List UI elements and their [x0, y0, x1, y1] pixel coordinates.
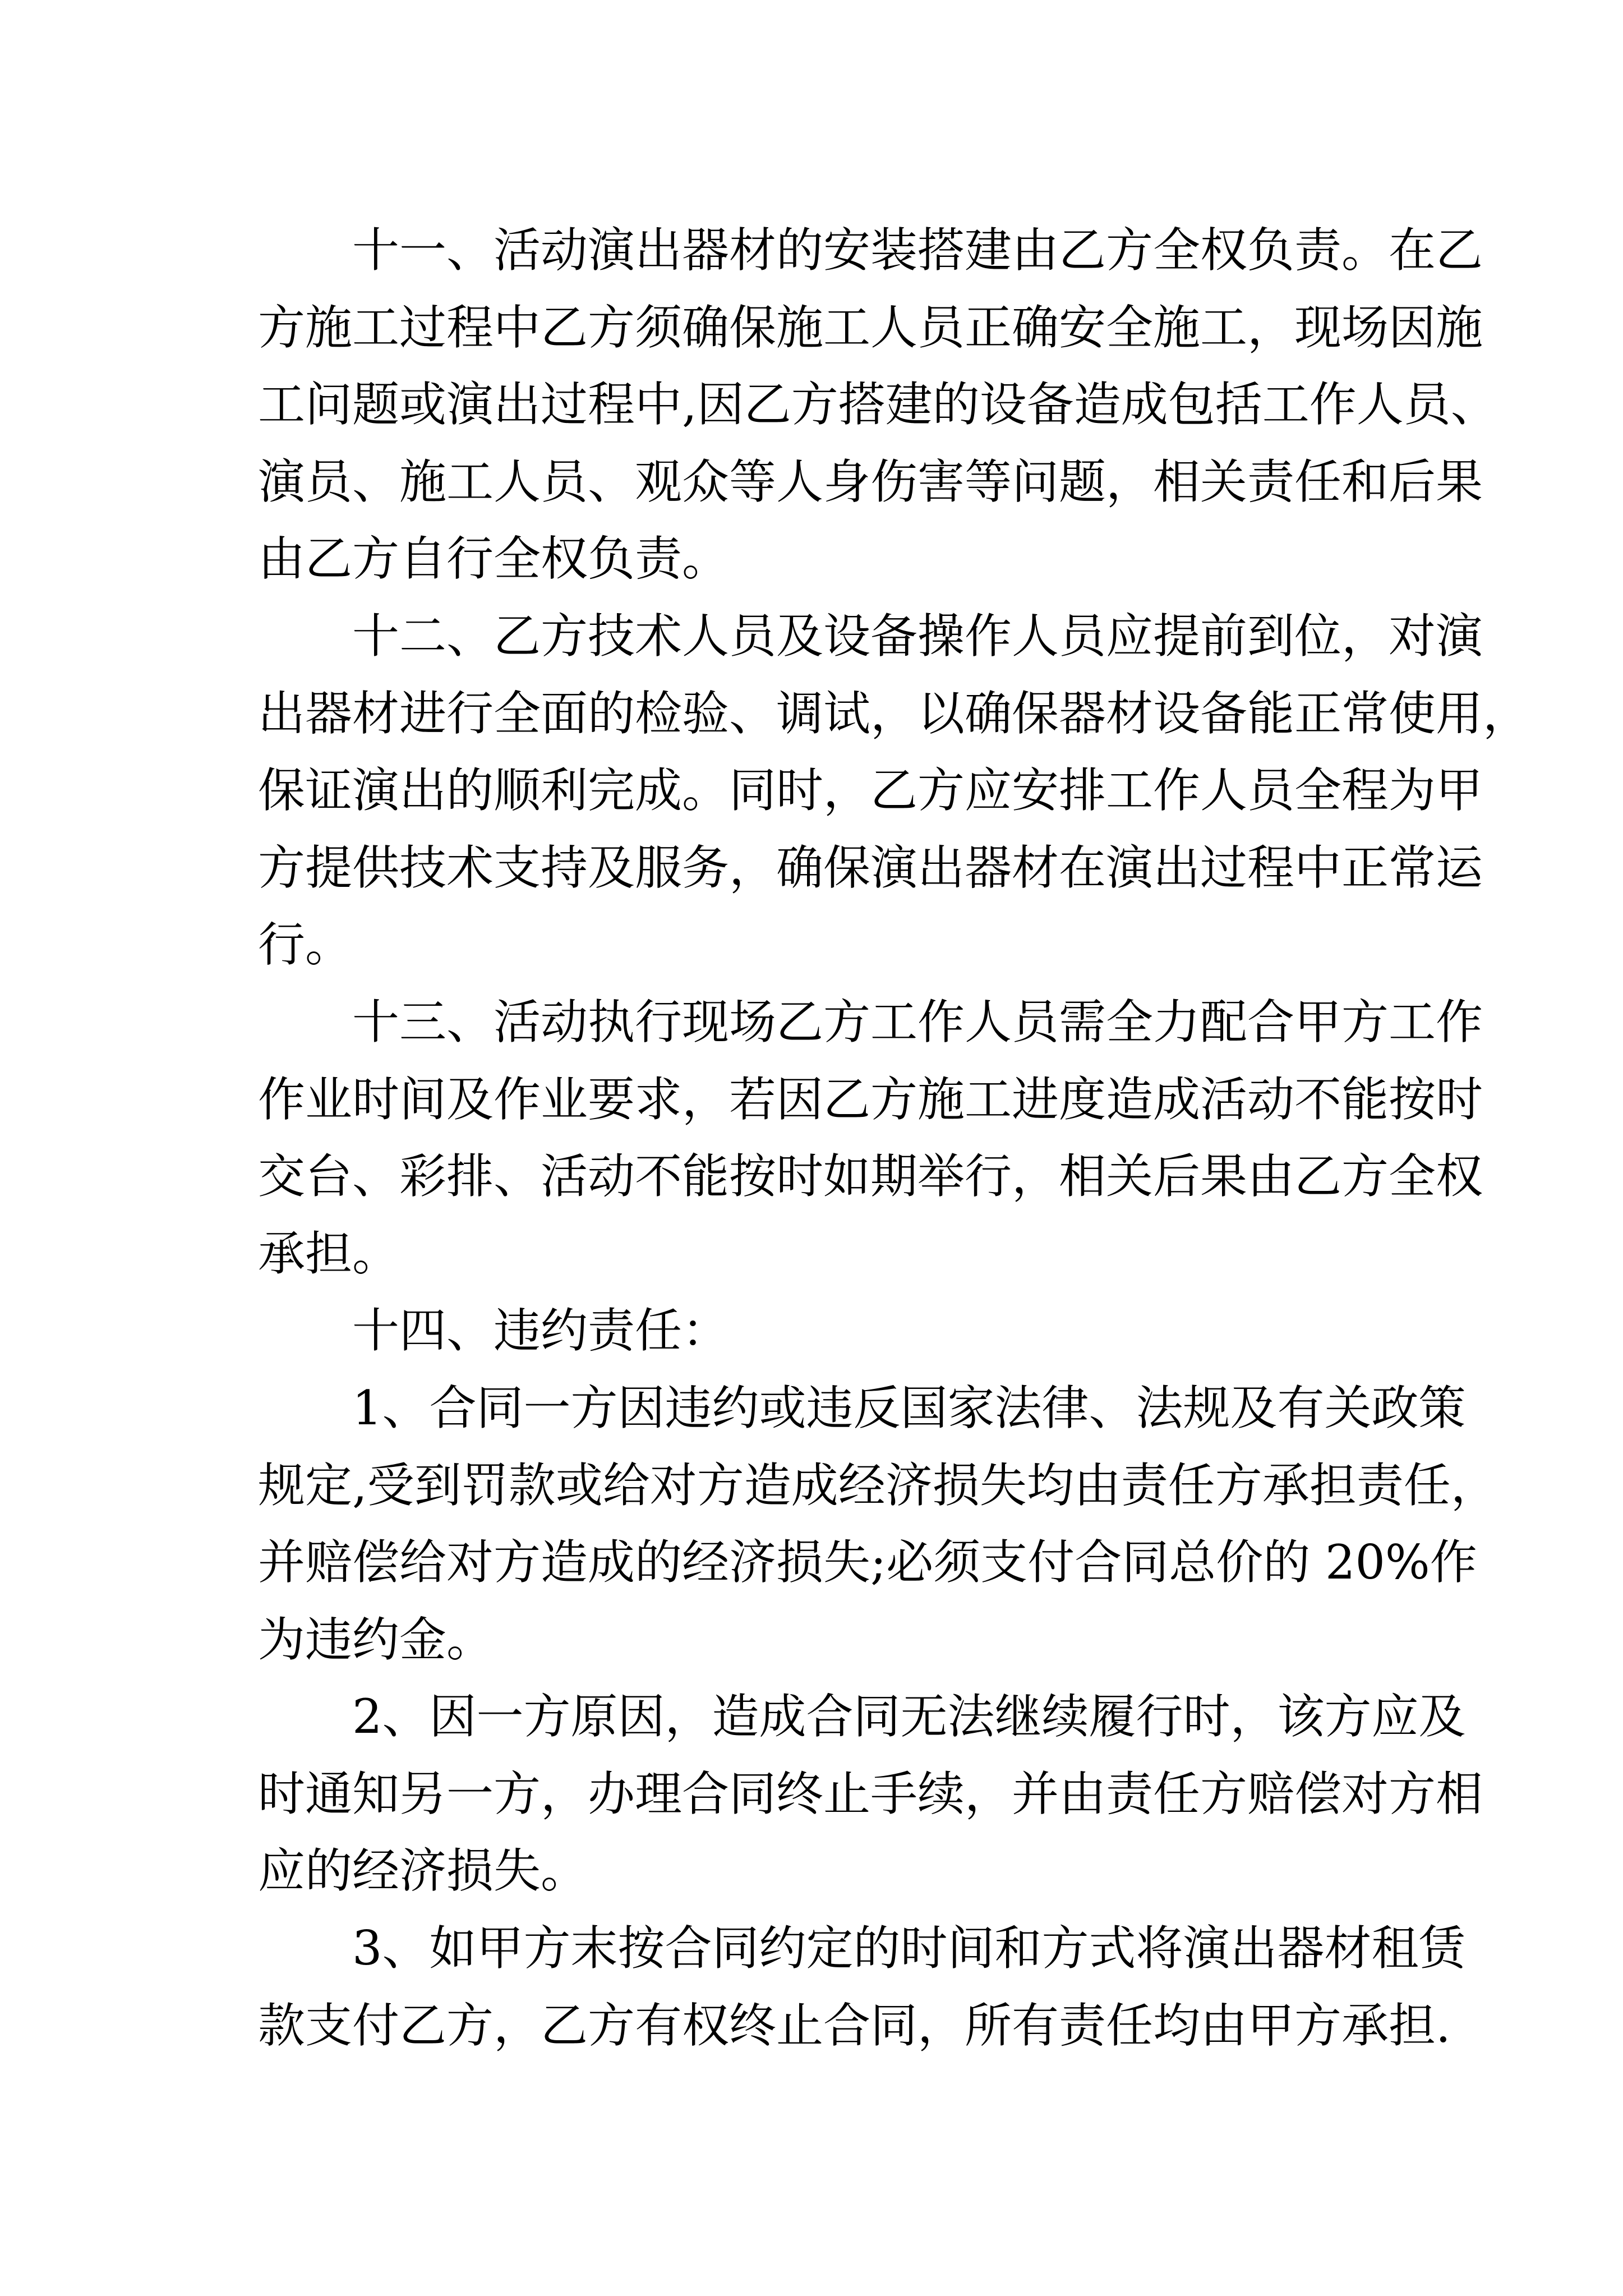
text-line: 保证演出的顺利完成。同时，乙方应安排工作人员全程为甲	[258, 763, 1483, 818]
text-line: 1、合同一方因违约或违反国家法律、法规及有关政策	[352, 1380, 1466, 1435]
text-line: 十三、活动执行现场乙方工作人员需全力配合甲方工作	[352, 994, 1483, 1050]
text-line: 交台、彩排、活动不能按时如期举行，相关后果由乙方全权	[258, 1149, 1483, 1204]
text-line: 为违约金。	[258, 1612, 494, 1667]
text-line: 时通知另一方，办理合同终止手续，并由责任方赔偿对方相	[258, 1766, 1483, 1821]
text-line: 工问题或演出过程中,因乙方搭建的设备造成包括工作人员、	[258, 377, 1498, 432]
text-line: 款支付乙方，乙方有权终止合同，所有责任均由甲方承担.	[258, 1998, 1451, 2053]
text-line: 行。	[258, 917, 353, 973]
clause-13-paragraph	[258, 984, 1483, 1292]
text-line: 方提供技术支持及服务，确保演出器材在演出过程中正常运	[258, 840, 1483, 895]
text-line: 承担。	[258, 1226, 400, 1281]
breach-item-1	[258, 1370, 1498, 1678]
text-line: 方施工过程中乙方须确保施工人员正确安全施工，现场因施	[258, 300, 1483, 355]
text-line: 应的经济损失。	[258, 1843, 588, 1899]
text-line: 演员、施工人员、观众等人身伤害等问题，相关责任和后果	[258, 454, 1483, 509]
breach-item-3	[258, 1910, 1466, 2064]
document-body	[258, 212, 1530, 2064]
clause-12-paragraph	[258, 598, 1530, 984]
text-line: 十一、活动演出器材的安装搭建由乙方全权负责。在乙	[352, 223, 1483, 278]
text-line: 十二、乙方技术人员及设备操作人员应提前到位，对演	[352, 608, 1483, 664]
text-line: 2、因一方原因，造成合同无法继续履行时，该方应及	[352, 1689, 1466, 1745]
text-line: 3、如甲方末按合同约定的时间和方式将演出器材租赁	[352, 1921, 1466, 1976]
text-line: 作业时间及作业要求，若因乙方施工进度造成活动不能按时	[258, 1071, 1483, 1127]
text-line: 并赔偿给对方造成的经济损失;必须支付合同总价的 20%作	[258, 1535, 1477, 1590]
text-line: 规定,受到罚款或给对方造成经济损失均由责任方承担责任，	[258, 1457, 1498, 1513]
text-line: 由乙方自行全权负责。	[258, 531, 730, 587]
text-line: 出器材进行全面的检验、调试，以确保器材设备能正常使用，	[258, 685, 1530, 741]
text-line: 十四、违约责任：	[352, 1303, 730, 1359]
clause-14-heading	[258, 1292, 1387, 1370]
clause-11-paragraph	[258, 212, 1498, 598]
breach-item-2	[258, 1678, 1483, 1910]
